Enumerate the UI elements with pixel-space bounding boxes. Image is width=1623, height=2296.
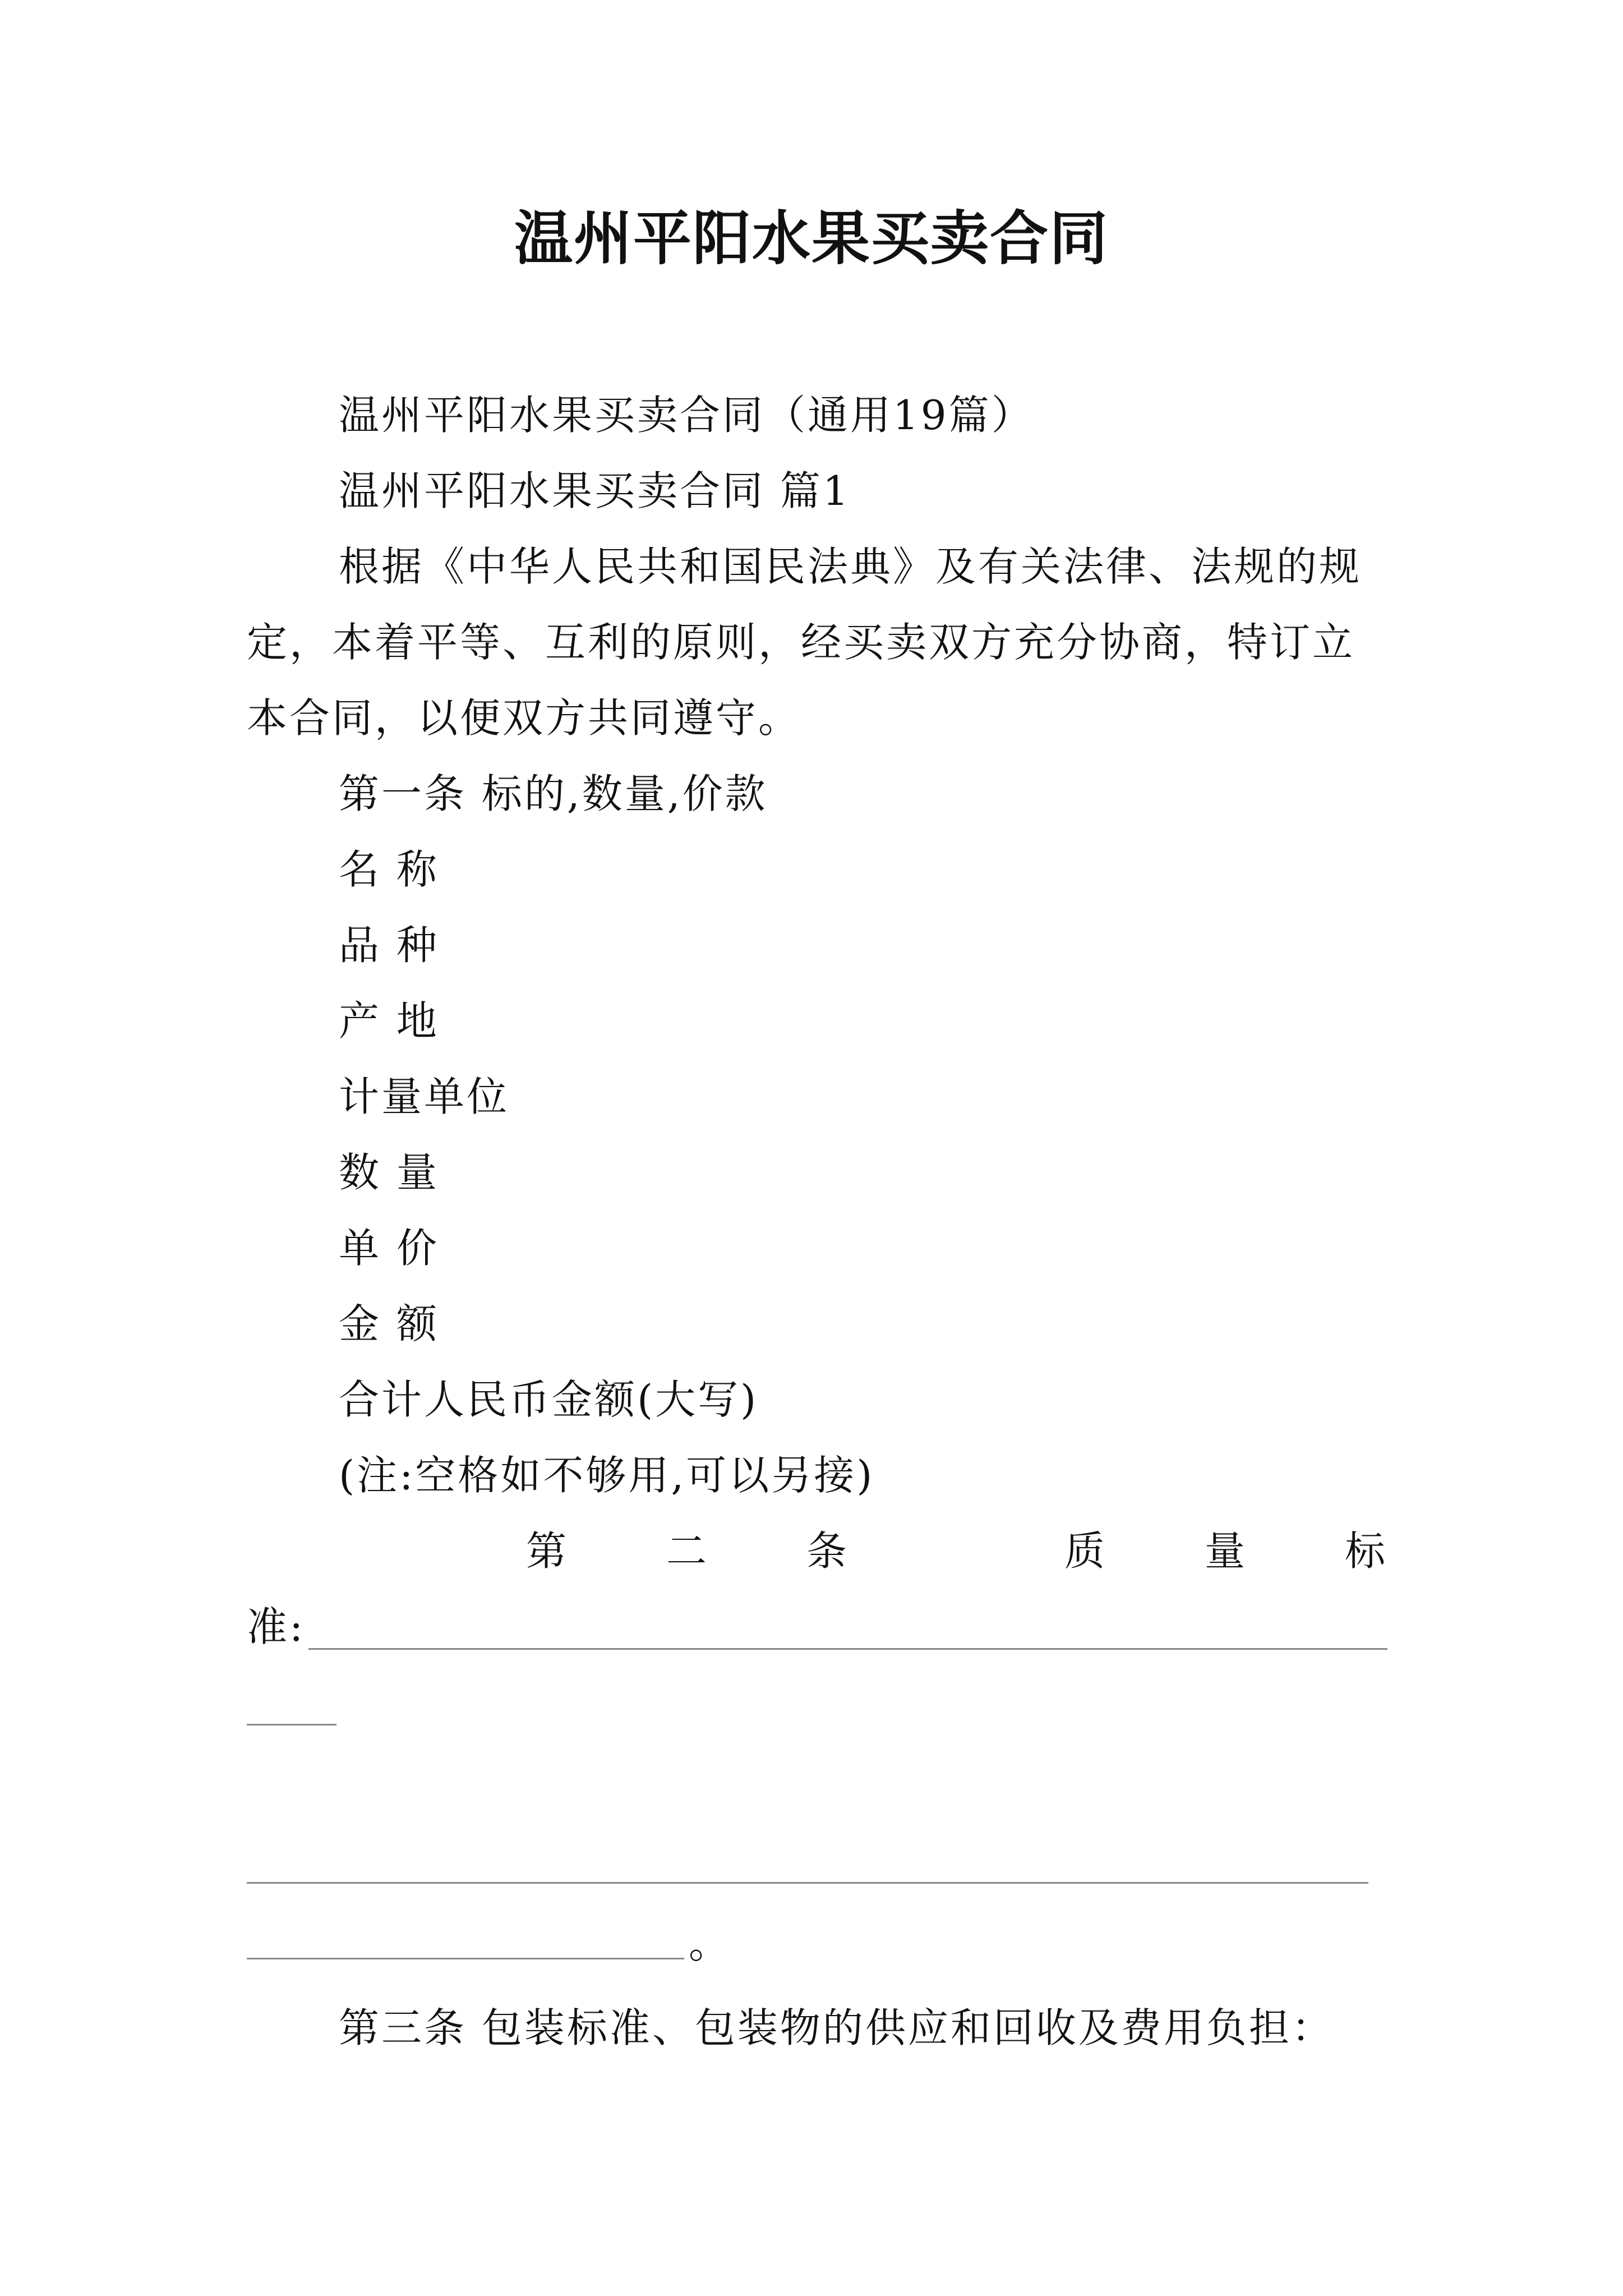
field-origin: 产 地 (339, 997, 439, 1045)
field-unit: 计量单位 (339, 1073, 510, 1120)
article-2-char-6: 标 (1345, 1527, 1386, 1575)
intro-line-2: 定，本着平等、互利的原则，经买卖双方充分协商，特订立 (247, 619, 1355, 666)
article-1-heading: 第一条 标的,数量,价款 (339, 770, 768, 817)
intro-line-3: 本合同，以便双方共同遵守。 (247, 694, 801, 742)
end-mark: 。 (689, 1920, 732, 1967)
article-3-heading: 第三条 包装标准、包装物的供应和回收及费用负担： (339, 2004, 1334, 2051)
total-amount-label: 合计人民币金额(大写) (339, 1376, 759, 1423)
blank-line-4 (247, 1958, 684, 1959)
blank-line-2 (247, 1724, 336, 1726)
article-2-char-4: 质 (1064, 1527, 1105, 1575)
field-unit-price: 单 价 (339, 1225, 439, 1272)
field-variety: 品 种 (339, 922, 439, 969)
article-2-char-2: 二 (666, 1527, 707, 1575)
article-2-char-3: 条 (806, 1527, 847, 1575)
note-text: (注:空格如不够用,可以另接) (339, 1452, 875, 1499)
document-title: 温州平阳水果买卖合同 (514, 204, 1109, 273)
article-2-char-1: 第 (526, 1527, 567, 1575)
intro-line-1: 根据《中华人民共和国民法典》及有关法律、法规的规 (339, 543, 1362, 590)
blank-line-3 (247, 1882, 1368, 1884)
article-2-char-5: 量 (1205, 1527, 1246, 1575)
document-subtitle: 温州平阳水果买卖合同（通用19篇） (339, 392, 1034, 439)
field-amount: 金 额 (339, 1300, 439, 1347)
article-2-tail: 准: (247, 1603, 306, 1650)
field-name: 名 称 (339, 846, 439, 893)
field-quantity: 数 量 (339, 1149, 439, 1196)
blank-line-1 (308, 1648, 1387, 1650)
section-heading: 温州平阳水果买卖合同 篇1 (339, 467, 851, 514)
